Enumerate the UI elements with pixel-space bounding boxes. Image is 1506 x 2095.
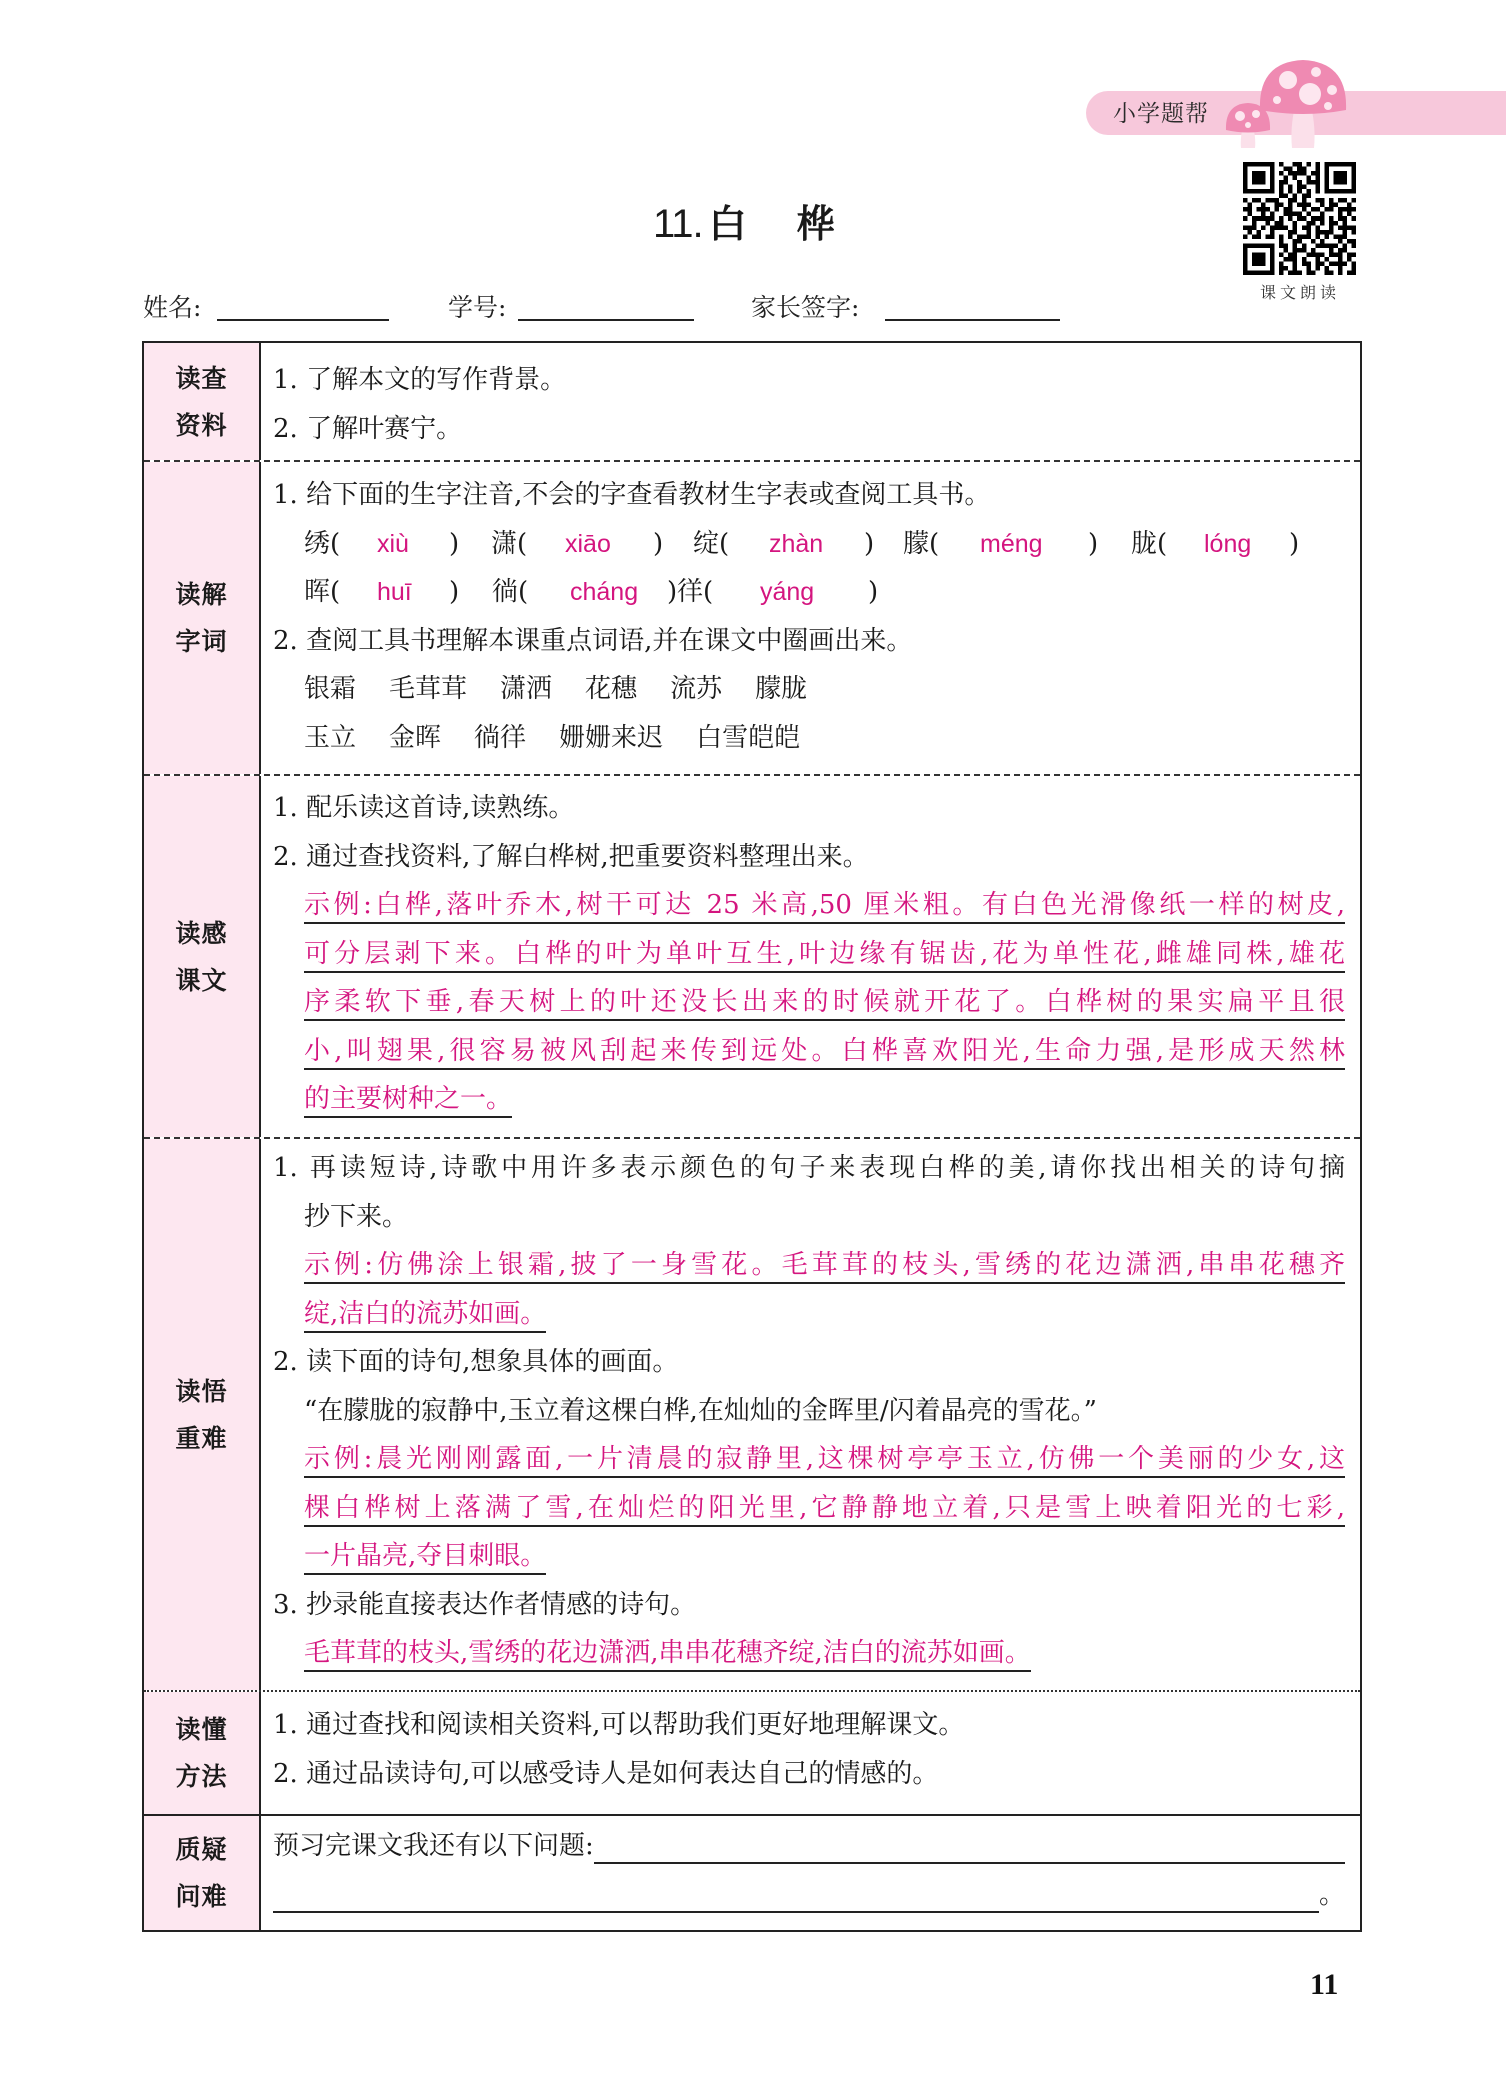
section-label-line: 字词 — [175, 627, 228, 656]
answer-text[interactable]: 示例:晨光刚刚露面,一片清晨的寂静里,这棵树亭亭玉立,仿佛一个美丽的少女,这 — [304, 1442, 1345, 1478]
vocab-word: 流苏 — [670, 674, 723, 704]
section-label — [144, 776, 261, 1137]
question-prompt: 预习完课文我还有以下问题: — [273, 1831, 594, 1861]
name-field[interactable] — [217, 319, 389, 321]
vocab-word: 毛茸茸 — [389, 674, 468, 704]
section-label — [144, 1139, 261, 1690]
close-paren: ) — [868, 577, 879, 607]
vocab-word: 花穗 — [585, 674, 638, 704]
page-title — [653, 198, 841, 250]
name-label: 姓名: — [143, 293, 202, 322]
answer-text[interactable]: 一片晶亮,夺目刺眼。 — [304, 1539, 546, 1575]
pinyin-item — [1131, 520, 1300, 569]
end-mark: 。 — [1318, 1879, 1345, 1910]
open-paren: ( — [330, 577, 341, 607]
task-question: 2. 通过查找资料,了解白桦树,把重要资料整理出来。 — [273, 841, 869, 872]
open-paren: ( — [703, 577, 714, 607]
answer-line — [304, 1629, 1345, 1678]
question-prompt-line — [273, 1822, 1345, 1871]
close-paren: ) — [1088, 528, 1099, 559]
hanzi: 晖 — [304, 577, 331, 607]
open-paren: ( — [517, 528, 528, 559]
section-reading — [144, 774, 1360, 1137]
answer-text[interactable]: 示例:仿佛涂上银霜,披了一身雪花。毛茸茸的枝头,雪绣的花边潇洒,串串花穗齐 — [304, 1248, 1345, 1284]
section-content — [261, 1816, 1360, 1930]
task-question: 1. 配乐读这首诗,读熟练。 — [273, 793, 575, 823]
section-label — [144, 1692, 261, 1814]
vocab-word: 徜徉 — [474, 722, 527, 753]
answer-text[interactable]: 小,叫翅果,很容易被风刮起来传到远处。白桦喜欢阳光,生命力强,是形成天然林 — [304, 1034, 1345, 1070]
section-research — [144, 343, 1360, 460]
poem-quote: “在朦胧的寂静中,玉立着这棵白桦,在灿灿的金晖里/闪着晶亮的雪花。” — [304, 1395, 1097, 1426]
pinyin-answer[interactable]: xiāo — [565, 529, 611, 558]
section-label-line: 读查 — [175, 363, 228, 393]
hanzi: 胧 — [1131, 528, 1158, 559]
answer-text[interactable]: 的主要树种之一。 — [304, 1082, 512, 1118]
task-question: 2. 查阅工具书理解本课重点词语,并在课文中圈画出来。 — [273, 625, 913, 656]
worksheet-table — [142, 341, 1362, 1932]
qr-code-icon[interactable] — [1243, 162, 1356, 275]
pinyin-answer[interactable]: cháng — [570, 578, 639, 606]
section-content — [261, 343, 1360, 460]
vocab-word: 姗姗来迟 — [559, 722, 664, 753]
close-paren: ) — [667, 577, 678, 607]
task-question: 1. 给下面的生字注音,不会的字查看教材生字表或查阅工具书。 — [273, 480, 991, 510]
section-label-line: 课文 — [175, 965, 228, 995]
close-paren: ) — [449, 528, 460, 559]
pinyin-item — [903, 520, 1099, 569]
task-question: 3. 抄录能直接表达作者情感的诗句。 — [273, 1589, 697, 1620]
close-paren: ) — [1289, 528, 1300, 559]
answer-line — [304, 978, 1345, 1027]
pinyin-answer[interactable]: huī — [377, 578, 412, 606]
answer-text[interactable]: 序柔软下垂,春天树上的叶还没长出来的时候就开花了。白桦树的果实扁平且很 — [304, 985, 1345, 1021]
open-paren: ( — [518, 577, 529, 607]
section-label-line: 资料 — [175, 410, 228, 440]
answer-text[interactable]: 棵白桦树上落满了雪,在灿烂的阳光里,它静静地立着,只是雪上映着阳光的七彩, — [304, 1491, 1345, 1527]
section-content — [261, 1139, 1360, 1690]
answer-line — [304, 1290, 1345, 1339]
pinyin-answer[interactable]: méng — [980, 529, 1043, 558]
vocab-word: 潇洒 — [500, 674, 553, 704]
hanzi: 徉 — [677, 577, 704, 607]
pinyin-item — [693, 520, 875, 569]
page-number: 11 — [1310, 1968, 1339, 2001]
task-item: 1. 了解本文的写作背景。 — [273, 365, 567, 395]
hanzi: 徜 — [492, 577, 519, 607]
section-questions — [144, 1814, 1360, 1930]
answer-line — [304, 1075, 1345, 1124]
method-item: 1. 通过查找和阅读相关资料,可以帮助我们更好地理解课文。 — [273, 1710, 965, 1740]
vocab-word: 银霜 — [304, 674, 357, 704]
lesson-number: 11. — [653, 202, 703, 246]
section-methods — [144, 1690, 1360, 1814]
section-label-line: 重难 — [175, 1423, 228, 1453]
pinyin-answer[interactable]: xiù — [377, 529, 409, 558]
pinyin-answer[interactable]: zhàn — [769, 529, 824, 558]
section-label-line: 读悟 — [175, 1376, 228, 1406]
section-label — [144, 1816, 261, 1930]
answer-text[interactable]: 示例:白桦,落叶乔木,树干可达 25 米高,50 厘米粗。有白色光滑像纸一样的树皮, — [304, 888, 1345, 924]
question-answer-field[interactable] — [594, 1822, 1345, 1864]
open-paren: ( — [929, 528, 940, 559]
open-paren: ( — [719, 528, 730, 559]
task-question: 抄下来。 — [304, 1201, 409, 1232]
pinyin-item — [677, 568, 879, 617]
section-label — [144, 343, 261, 460]
answer-line — [304, 881, 1345, 930]
section-label — [144, 462, 261, 774]
open-paren: ( — [330, 528, 341, 559]
vocab-word: 白雪皑皑 — [696, 722, 801, 753]
vocab-row — [273, 665, 1345, 714]
task-item: 2. 了解叶赛宁。 — [273, 413, 463, 444]
vocab-word: 朦胧 — [755, 674, 808, 704]
pinyin-item — [492, 568, 678, 617]
open-paren: ( — [1157, 528, 1168, 559]
hanzi: 绣 — [304, 528, 331, 559]
lesson-title: 白 桦 — [708, 202, 841, 246]
answer-line — [304, 930, 1345, 979]
section-words — [144, 460, 1360, 774]
vocab-word: 玉立 — [304, 722, 357, 753]
pinyin-row — [273, 520, 1345, 569]
close-paren: ) — [653, 528, 664, 559]
pinyin-answer[interactable]: yáng — [760, 578, 815, 606]
close-paren: ) — [449, 577, 460, 607]
answer-text[interactable]: 可分层剥下来。白桦的叶为单叶互生,叶边缘有锯齿,花为单性花,雌雄同株,雄花 — [304, 937, 1345, 973]
close-paren: ) — [864, 528, 875, 559]
pinyin-item — [304, 520, 460, 569]
section-label-line: 读懂 — [175, 1715, 228, 1744]
section-content — [261, 462, 1360, 774]
hanzi: 朦 — [903, 528, 930, 559]
answer-line — [304, 1532, 1345, 1581]
pinyin-answer[interactable]: lóng — [1204, 529, 1252, 558]
pinyin-item — [304, 568, 460, 617]
method-item: 2. 通过品读诗句,可以感受诗人是如何表达自己的情感的。 — [273, 1758, 939, 1789]
section-content — [261, 1692, 1360, 1814]
parent-signature-label: 家长签字: — [751, 293, 860, 322]
qr-caption: 课文朗读 — [1259, 283, 1340, 302]
section-label-line: 方法 — [175, 1762, 228, 1791]
student-id-label: 学号: — [448, 293, 507, 322]
pinyin-row — [273, 568, 1345, 617]
answer-line — [304, 1484, 1345, 1533]
section-label-line: 读感 — [175, 918, 228, 948]
answer-line — [304, 1435, 1345, 1484]
section-key-points — [144, 1137, 1360, 1690]
task-question: 2. 读下面的诗句,想象具体的画面。 — [273, 1347, 679, 1377]
task-question: 1. 再读短诗,诗歌中用许多表示颜色的句子来表现白桦的美,请你找出相关的诗句摘 — [273, 1153, 1345, 1183]
parent-signature-field[interactable] — [885, 319, 1060, 321]
hanzi: 潇 — [491, 528, 518, 559]
pinyin-item — [491, 520, 664, 569]
question-answer-field[interactable] — [273, 1871, 1319, 1913]
answer-text[interactable]: 绽,洁白的流苏如画。 — [304, 1297, 546, 1333]
section-label-line: 问难 — [175, 1882, 228, 1911]
section-label-line: 质疑 — [175, 1835, 228, 1864]
question-answer-line — [273, 1871, 1345, 1920]
brand-name: 小学题帮 — [1113, 101, 1209, 127]
vocab-word: 金晖 — [389, 722, 442, 753]
section-label-line: 读解 — [175, 580, 228, 609]
student-id-field[interactable] — [518, 319, 694, 321]
answer-text[interactable]: 毛茸茸的枝头,雪绣的花边潇洒,串串花穗齐绽,洁白的流苏如画。 — [304, 1636, 1031, 1672]
section-content — [261, 776, 1360, 1137]
vocab-row — [273, 714, 1345, 763]
hanzi: 绽 — [693, 528, 720, 559]
answer-line — [304, 1027, 1345, 1076]
answer-line — [304, 1241, 1345, 1290]
mushroom-icon — [1200, 50, 1360, 160]
